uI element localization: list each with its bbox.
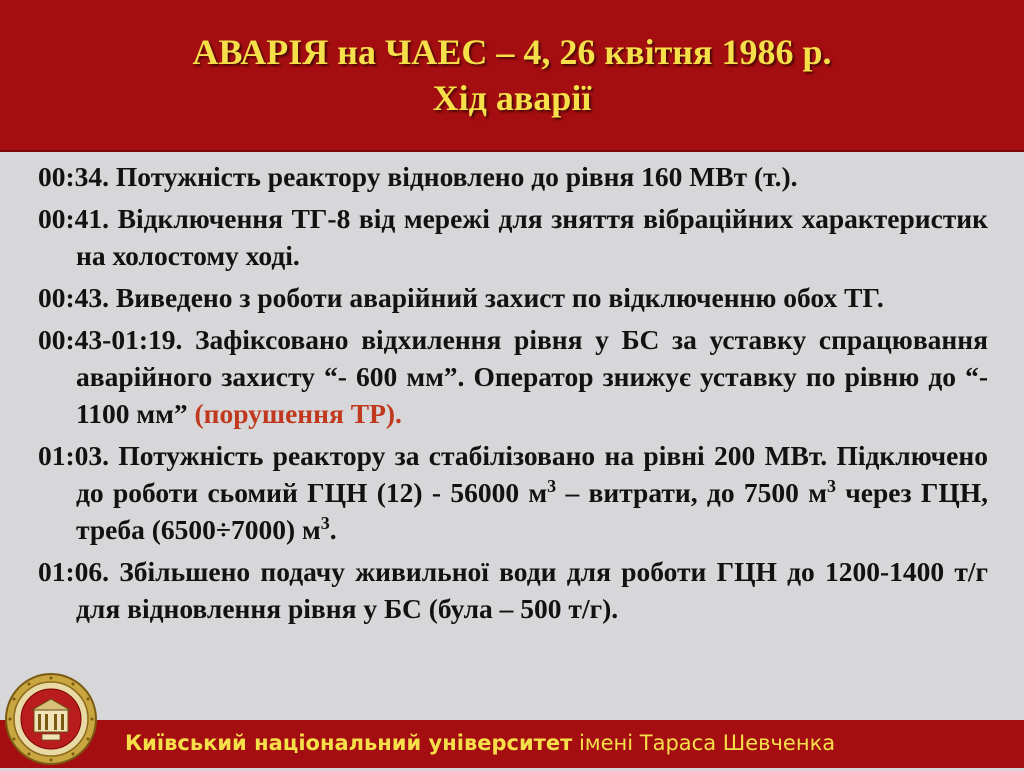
event-time: 01:06.	[38, 556, 110, 587]
event-time: 00:43.	[38, 282, 110, 313]
event-item	[38, 158, 988, 195]
event-text: Відключення ТГ-8 від мережі для зняття вібраційних характеристик на холостому ході.	[76, 203, 988, 271]
slide-title: АВАРІЯ на ЧАЕС – 4, 26 квітня 1986 р.	[192, 32, 832, 72]
event-item	[38, 437, 988, 548]
event-text: Збільшено подачу живильної води для роботи ГЦН до 1200-1400 т/г для відновлення рівня у БС (була – 500 т/г).	[76, 556, 988, 624]
event-time: 01:03.	[38, 440, 110, 471]
university-seal-icon	[4, 672, 98, 766]
event-text: Потужність реактору за стабілізовано на рівні 200 МВт. Підключено до роботи сьомий ГЦН (12) - 56000 м	[76, 440, 988, 508]
event-item	[38, 553, 988, 627]
event-text: – витрати, до 7500 м	[556, 477, 827, 508]
university-name-main: Київський національний університет	[125, 731, 573, 755]
event-item	[38, 279, 988, 316]
superscript: 3	[320, 512, 330, 533]
university-name-rest: імені Тараса Шевченка	[572, 731, 836, 755]
timeline-list	[38, 158, 988, 632]
slide-footer	[0, 720, 1024, 768]
violation-note: (порушення ТР).	[194, 398, 402, 429]
event-text: .	[329, 514, 337, 545]
event-text: Потужність реактору відновлено до рівня 160 МВт (т.).	[109, 161, 798, 192]
superscript: 3	[547, 475, 557, 496]
event-time: 00:43-01:19.	[38, 324, 183, 355]
event-text: Виведено з роботи аварійний захист по відключенню обох ТГ.	[109, 282, 884, 313]
event-time: 00:34.	[38, 161, 110, 192]
event-time: 00:41.	[38, 203, 110, 234]
slide-subtitle: Хід аварії	[432, 78, 592, 118]
slide-header	[0, 0, 1024, 152]
event-item	[38, 200, 988, 274]
event-text: Зафіксовано відхилення рівня у БС за уставку спрацювання аварійного захисту “- 600 мм”. Оператор знижує уставку по рівню до “- 1100 мм”	[76, 324, 988, 429]
event-text: через ГЦН, треба (6500÷7000) м	[76, 477, 988, 545]
event-item	[38, 321, 988, 432]
university-name	[125, 729, 835, 757]
superscript: 3	[826, 475, 836, 496]
